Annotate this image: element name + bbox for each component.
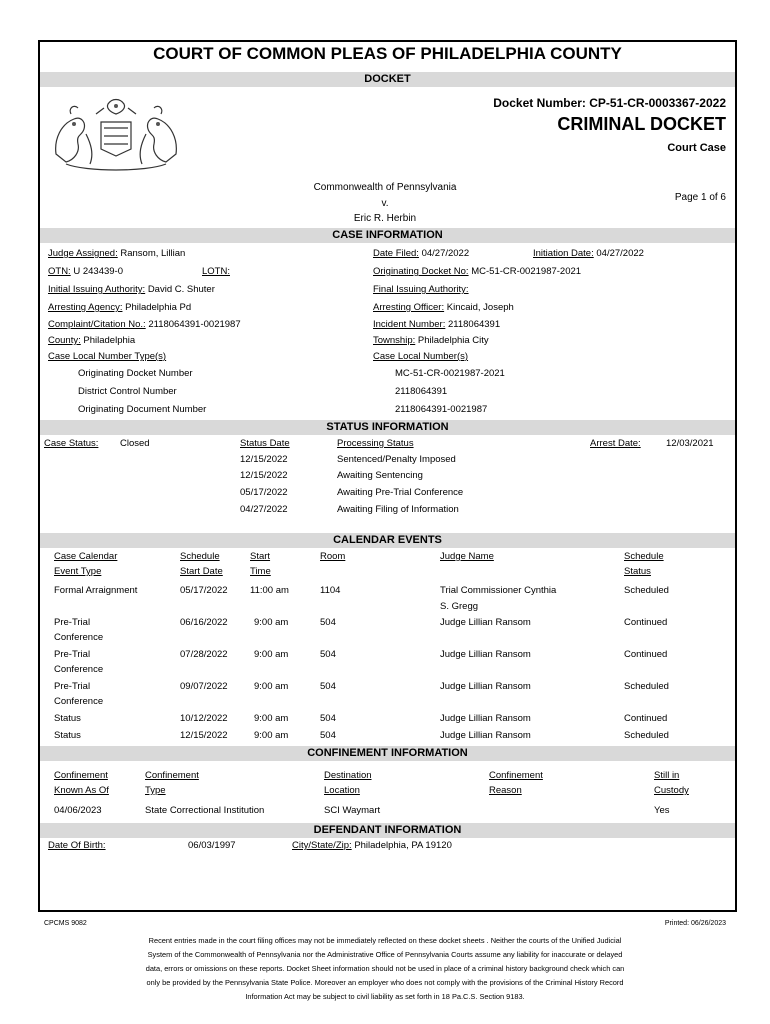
event-type: Status (54, 713, 81, 724)
event-date: 12/15/2022 (180, 730, 228, 741)
incident-number-label: Incident Number: (373, 319, 446, 330)
final-issuing-authority-label: Final Issuing Authority: (373, 284, 469, 295)
col-date-header-2: Start Date (180, 566, 223, 577)
incident-number (373, 319, 500, 330)
event-judge: Trial Commissioner Cynthia (440, 585, 557, 596)
col-status-header: Schedule (624, 551, 664, 562)
col-custody-header-2: Custody (654, 785, 689, 796)
disclaimer-line-3: data, errors or omissions on these reports. Docket Sheet information should not be used in place of a criminal history background check which can (145, 964, 625, 973)
event-room: 504 (320, 681, 336, 692)
confinement-type: State Correctional Institution (145, 805, 265, 816)
confinement-destination: SCI Waymart (324, 805, 381, 816)
initial-issuing-authority-value: David C. Shuter (147, 284, 215, 295)
otn (48, 266, 123, 277)
status-row-date: 04/27/2022 (240, 504, 288, 515)
disclaimer-line-2: System of the Commonwealth of Pennsylvania nor the Administrative Office of Pennsylvania Courts assume any liability for inaccurate or delayed (147, 950, 623, 959)
local-number-1: MC-51-CR-0021987-2021 (395, 368, 505, 379)
initial-issuing-authority-label: Initial Issuing Authority: (48, 284, 146, 295)
event-room: 504 (320, 649, 336, 660)
col-time-header-2: Time (250, 566, 271, 577)
case-local-number-type-label: Case Local Number Type(s) (48, 351, 167, 362)
case-local-number-label: Case Local Number(s) (373, 351, 469, 362)
confinement-information-bar: CONFINEMENT INFORMATION (40, 746, 735, 761)
originating-docket-label: Originating Docket No: (373, 266, 469, 277)
local-type-3: Originating Document Number (78, 404, 207, 415)
col-type-header: Confinement (145, 770, 199, 781)
event-judge: Judge Lillian Ransom (440, 730, 531, 741)
form-number: CPCMS 9082 (44, 920, 87, 927)
col-status-header-2: Status (624, 566, 651, 577)
dob-value: 06/03/1997 (188, 840, 236, 851)
event-judge: Judge Lillian Ransom (440, 681, 531, 692)
date-filed (373, 248, 469, 259)
event-status: Continued (624, 649, 668, 660)
col-known-header-2: Known As Of (54, 785, 109, 796)
col-date-header: Schedule (180, 551, 220, 562)
event-status: Continued (624, 617, 668, 628)
event-room: 504 (320, 713, 336, 724)
event-type: Formal Arraignment (54, 585, 138, 596)
date-filed-label: Date Filed: (373, 248, 419, 259)
event-status: Scheduled (624, 585, 669, 596)
complaint-number-label: Complaint/Citation No.: (48, 319, 146, 330)
judge-assigned (48, 248, 185, 259)
event-status: Scheduled (624, 681, 669, 692)
event-type: Pre-Trial (54, 681, 91, 692)
local-number-2: 2118064391 (395, 386, 448, 397)
col-room-header: Room (320, 551, 346, 562)
status-information-bar: STATUS INFORMATION (40, 420, 735, 435)
calendar-events-bar: CALENDAR EVENTS (40, 533, 735, 548)
dob-label: Date Of Birth: (48, 840, 106, 851)
court-title: COURT OF COMMON PLEAS OF PHILADELPHIA COUNTY (153, 44, 622, 63)
event-judge: Judge Lillian Ransom (440, 713, 531, 724)
event-status: Continued (624, 713, 668, 724)
event-judge: Judge Lillian Ransom (440, 617, 531, 628)
col-reason-header-2: Reason (489, 785, 522, 796)
event-date: 10/12/2022 (180, 713, 228, 724)
col-reason-header: Confinement (489, 770, 543, 781)
processing-status-header: Processing Status (337, 438, 414, 449)
arresting-officer-value: Kincaid, Joseph (446, 302, 514, 313)
originating-docket-value: MC-51-CR-0021987-2021 (471, 266, 582, 277)
arresting-agency-label: Arresting Agency: (48, 302, 123, 313)
status-row-status: Sentenced/Penalty Imposed (337, 454, 456, 465)
disclaimer-line-4: only be provided by the Pennsylvania State Police. Moreover an employer who does not comply with the provisions of the Criminal History Record (146, 978, 624, 987)
originating-docket (373, 266, 581, 277)
status-date-header: Status Date (240, 438, 290, 449)
court-case-label: Court Case (667, 142, 726, 154)
city-state-zip-label: City/State/Zip: (292, 840, 352, 851)
disclaimer-line-5: Information Act may be subject to civil liability as set forth in 18 Pa.C.S. Section 9183. (245, 992, 525, 1001)
city-state-zip (292, 840, 452, 851)
complaint-number-value: 2118064391-0021987 (148, 319, 241, 330)
event-date: 05/17/2022 (180, 585, 228, 596)
arresting-agency (48, 302, 191, 313)
still-in-custody: Yes (654, 805, 670, 816)
event-type-2: Conference (54, 632, 104, 643)
event-date: 07/28/2022 (180, 649, 228, 660)
event-time: 9:00 am (254, 681, 289, 692)
initial-issuing-authority (48, 284, 215, 295)
event-type: Pre-Trial (54, 617, 91, 628)
incident-number-value: 2118064391 (447, 319, 501, 330)
county-label: County: (48, 335, 81, 346)
judge-assigned-label: Judge Assigned: (48, 248, 118, 259)
city-state-zip-value: Philadelphia, PA 19120 (354, 840, 452, 851)
col-event-header-2: Event Type (54, 566, 102, 577)
event-time: 9:00 am (254, 649, 289, 660)
event-time: 9:00 am (254, 730, 289, 741)
judge-assigned-value: Ransom, Lillian (120, 248, 186, 259)
event-time: 11:00 am (250, 585, 289, 596)
status-row-status: Awaiting Sentencing (337, 470, 423, 481)
col-known-header: Confinement (54, 770, 108, 781)
status-row-status: Awaiting Pre-Trial Conference (337, 487, 464, 498)
township (373, 335, 489, 346)
case-status-value: Closed (120, 438, 150, 449)
arresting-agency-value: Philadelphia Pd (125, 302, 192, 313)
caption-versus: v. (381, 198, 389, 209)
docket-bar: DOCKET (40, 72, 735, 87)
arrest-date-value: 12/03/2021 (666, 438, 714, 449)
arresting-officer (373, 302, 514, 313)
event-date: 06/16/2022 (180, 617, 228, 628)
confinement-known-as-of: 04/06/2023 (54, 805, 102, 816)
event-time: 9:00 am (254, 617, 289, 628)
col-custody-header: Still in (654, 770, 680, 781)
event-type-2: Conference (54, 696, 104, 707)
initiation-date-label: Initiation Date: (533, 248, 594, 259)
event-judge-2: S. Gregg (440, 601, 479, 612)
col-destination-header-2: Location (324, 785, 360, 796)
event-type: Pre-Trial (54, 649, 91, 660)
event-room: 504 (320, 617, 336, 628)
arrest-date-label: Arrest Date: (590, 438, 641, 449)
complaint-number (48, 319, 241, 330)
col-time-header: Start (250, 551, 271, 562)
status-row-status: Awaiting Filing of Information (337, 504, 459, 515)
docket-number: Docket Number: CP-51-CR-0003367-2022 (493, 96, 726, 110)
docket-type: CRIMINAL DOCKET (557, 114, 726, 134)
event-room: 1104 (320, 585, 341, 596)
col-event-header: Case Calendar (54, 551, 118, 562)
arresting-officer-label: Arresting Officer: (373, 302, 445, 313)
date-filed-value: 04/27/2022 (421, 248, 470, 259)
event-room: 504 (320, 730, 336, 741)
case-information-bar: CASE INFORMATION (40, 228, 735, 243)
county-value: Philadelphia (83, 335, 136, 346)
disclaimer-line-1: Recent entries made in the court filing offices may not be immediately reflected on these docket sheets . Neither the courts of the Unified Judicial (148, 936, 622, 945)
initiation-date-value: 04/27/2022 (596, 248, 644, 259)
col-judge-header: Judge Name (440, 551, 494, 562)
event-time: 9:00 am (254, 713, 289, 724)
event-judge: Judge Lillian Ransom (440, 649, 531, 660)
caption-line-1: Commonwealth of Pennsylvania (313, 182, 457, 193)
event-status: Scheduled (624, 730, 669, 741)
local-type-2: District Control Number (78, 386, 177, 397)
defendant-information-bar: DEFENDANT INFORMATION (40, 823, 735, 838)
pennsylvania-seal-icon (46, 94, 186, 174)
page-indicator: Page 1 of 6 (674, 192, 726, 203)
event-date: 09/07/2022 (180, 681, 228, 692)
case-status-label: Case Status: (44, 438, 99, 449)
lotn-label: LOTN: (202, 266, 230, 277)
local-number-3: 2118064391-0021987 (395, 404, 488, 415)
col-destination-header: Destination (324, 770, 372, 781)
initiation-date (533, 248, 644, 259)
event-type: Status (54, 730, 81, 741)
event-type-2: Conference (54, 664, 104, 675)
township-value: Philadelphia City (417, 335, 489, 346)
township-label: Township: (373, 335, 416, 346)
printed-date: Printed: 06/26/2023 (664, 920, 726, 927)
status-row-date: 12/15/2022 (240, 470, 288, 481)
county (48, 335, 135, 346)
status-row-date: 05/17/2022 (240, 487, 288, 498)
otn-value: U 243439-0 (73, 266, 123, 277)
caption-defendant: Eric R. Herbin (353, 213, 417, 224)
local-type-1: Originating Docket Number (78, 368, 193, 379)
status-row-date: 12/15/2022 (240, 454, 288, 465)
col-type-header-2: Type (145, 785, 166, 796)
otn-label: OTN: (48, 266, 71, 277)
